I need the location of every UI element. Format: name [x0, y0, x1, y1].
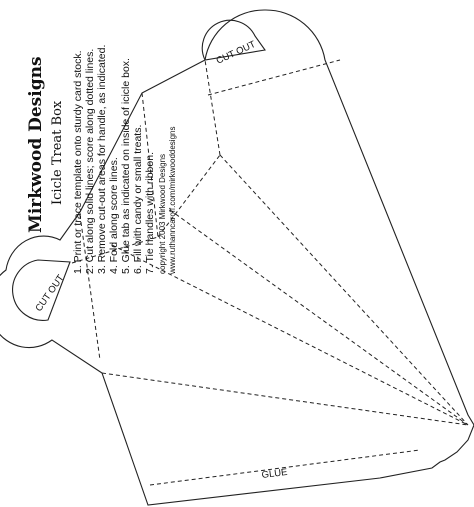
glue-label: GLUE — [261, 466, 289, 481]
instruction-3: 3. Remove cut-out areas for handle, as indicated. — [96, 44, 108, 274]
box-title: Icicle Treat Box — [50, 100, 65, 205]
instruction-2: 2. Cut along solid lines; score along dotted lines. — [84, 48, 96, 274]
copyright-notice: copyright 2003 Mirkwood Designs — [158, 153, 167, 274]
brand-title: Mirkwood Designs — [26, 56, 46, 233]
instructions-block — [26, 45, 177, 275]
instruction-7: 7. Tie handles with ribbon. — [144, 152, 156, 274]
instruction-5: 5. Glue tab as indicated on inside of icicle box. — [120, 58, 132, 274]
cutout-label-top: CUT OUT — [214, 38, 258, 67]
instruction-6: 6. Fill with candy or small treats. — [132, 124, 144, 274]
website-url: www.ruthanncaroff.com/mirkwooddesigns — [168, 126, 177, 274]
instruction-4: 4. Fold along score lines. — [108, 157, 120, 274]
instruction-1: 1. Print or trace template onto sturdy card stock. — [72, 50, 84, 274]
cutout-label-left: CUT OUT — [33, 272, 67, 314]
